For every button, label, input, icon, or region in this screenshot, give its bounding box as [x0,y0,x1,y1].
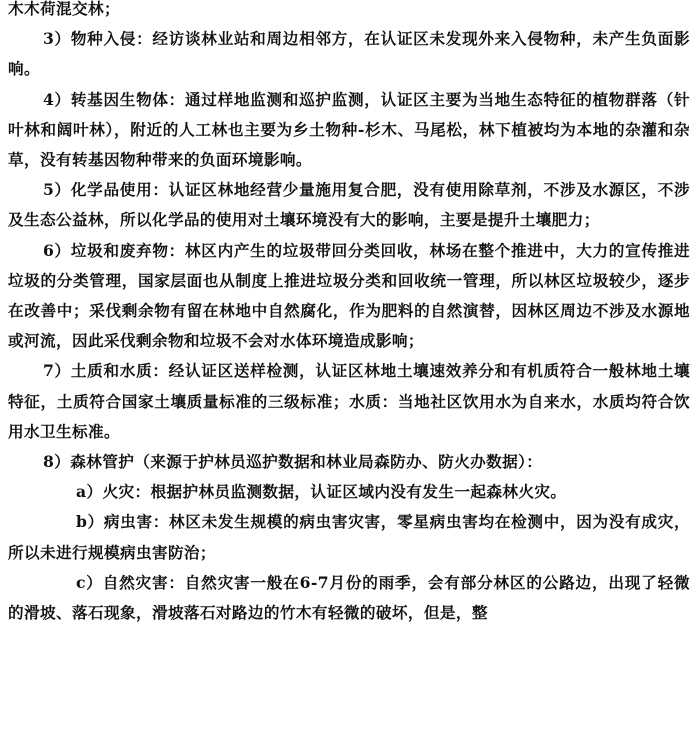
paragraph-natural-disaster: c）自然灾害：自然灾害一般在6-7月份的雨季，会有部分林区的公路边，出现了轻微的滑坡、落石现象，滑坡落石对路边的竹木有轻微的破坏，但是，整 [8,572,690,623]
paragraph-gmo: 4）转基因生物体：通过样地监测和巡护监测，认证区主要为当地生态特征的植物群落（针叶林和阔叶林），附近的人工林也主要为乡土物种-杉木、马尾松，林下植被均为本地的杂灌和杂草，没有转基因物种带来的负面环境影响。 [8,89,690,170]
paragraph-invasive-species: 3）物种入侵：经访谈林业站和周边相邻方，在认证区未发现外来入侵物种，未产生负面影响。 [8,29,690,79]
paragraph-chemical-use: 5）化学品使用：认证区林地经营少量施用复合肥，没有使用除草剂，不涉及水源区，不涉及生态公益林，所以化学品的使用对土壤环境没有大的影响，主要是提升土壤肥力； [8,180,690,230]
paragraph-fire: a）火灾：根据护林员监测数据，认证区域内没有发生一起森林火灾。 [76,482,567,502]
paragraph-pests: b）病虫害：林区未发生规模的病虫害灾害，零星病虫害均在检测中，因为没有成灾，所以未进行规模病虫害防治； [8,512,690,562]
paragraph-soil-water: 7）土质和水质：经认证区送样检测，认证区林地土壤速效养分和有机质符合一般林地土壤特征，土质符合国家土壤质量标准的三级标准；水质：当地社区饮用水为自来水，水质均符合饮用水卫生标准。 [8,361,690,441]
paragraph-forest-protection: 8）森林管护（来源于护林员巡护数据和林业局森防办、防火办数据）： [43,452,543,472]
paragraph-continuation: 木木荷混交林； [8,0,120,18]
paragraph-waste: 6）垃圾和废弃物：林区内产生的垃圾带回分类回收，林场在整个推进中，大力的宣传推进垃圾的分类管理，国家层面也从制度上推进垃圾分类和回收统一管理，所以林区垃圾较少，逐步在改善中；采伐剩余物有留在林地中自然腐化，作为肥料的自然演替，因林区周边不涉及水源地或河流，因此采伐剩余物和垃圾不会对水体环境造成影响； [8,240,690,351]
